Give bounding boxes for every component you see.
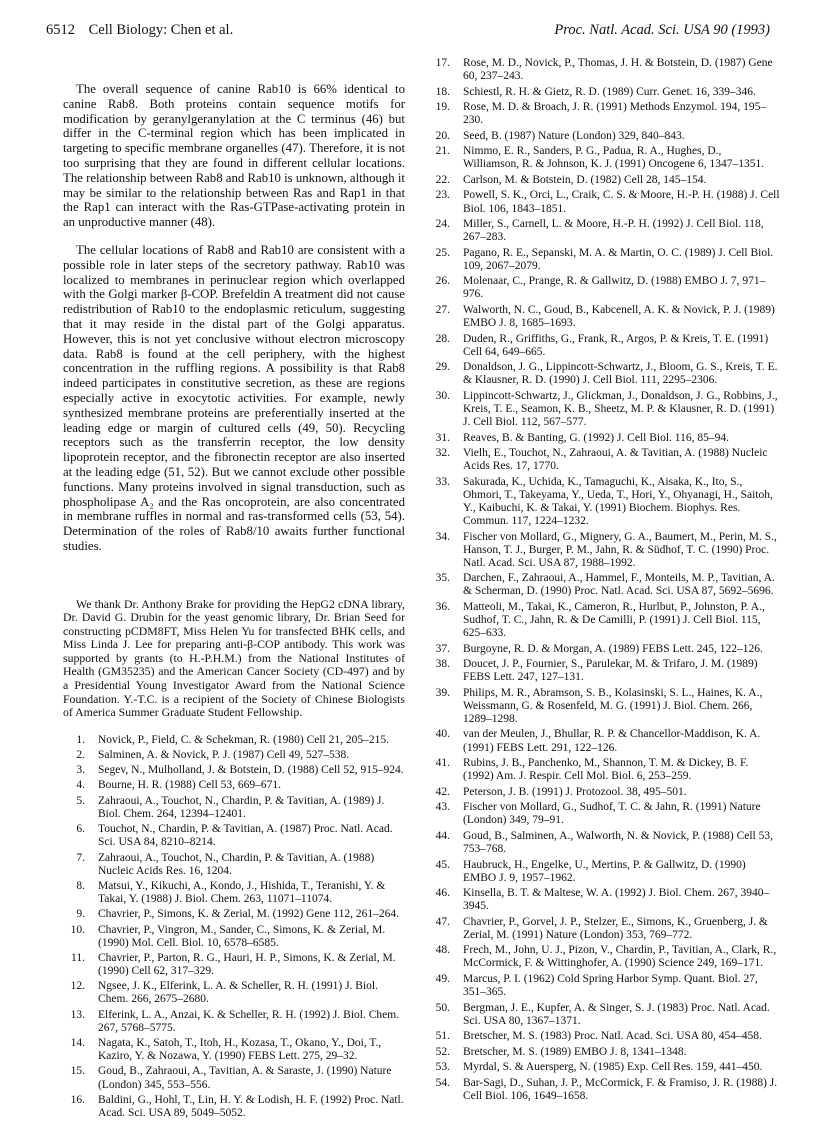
reference-number: 47. [435,915,450,928]
reference-text: van der Meulen, J., Bhullar, R. P. & Chancellor-Maddison, K. A. (1991) FEBS Lett. 291, 122–126. [463,728,761,754]
reference-item [428,887,780,913]
reference-item [428,189,780,215]
reference-item [428,643,780,656]
reference-item [63,852,405,878]
reference-text: Duden, R., Griffiths, G., Frank, R., Argos, P. & Kreis, T. E. (1991) Cell 64, 649–665. [463,332,769,358]
reference-text: Chavrier, P., Vingron, M., Sander, C., Simons, K. & Zerial, M. (1990) Mol. Cell. Biol. 10, 6578–6585. [98,923,386,949]
reference-text: Sakurada, K., Uchida, K., Tamaguchi, K., Aisaka, K., Ito, S., Ohmori, T., Takeyama, Y., Ueda, T., Hori, Y., Ohyanagi, H., Saitoh, Y., Kaibuchi, K. & Takai, Y. (1991) Biochem. Biophys. Res. Commun. 117, 1224–1232. [463,475,773,527]
reference-text: Schiestl, R. H. & Gietz, R. D. (1989) Curr. Genet. 16, 339–346. [463,85,756,98]
body-paragraph-1: The overall sequence of canine Rab10 is 66% identical to canine Rab8. Both proteins contain sequence motifs for modification by geranylgeranylation at the C terminus (46) but differ in the C-terminal region which has been implicated in targeting to specific membrane organelles (47). Therefore, it is not too surprising that they are found in different cellular locations. The relationship between Rab8 and Rab10 is unknown, although it may be similar to the relationship between Ras and Rap1 in that the Rap1 can interact with the Ras-GTPase-activating protein in an unproductive manner (48). [63,82,405,230]
reference-item [428,218,780,244]
reference-item [63,795,405,821]
reference-item [428,304,780,330]
reference-item [428,973,780,999]
reference-text: Rose, M. D. & Broach, J. R. (1991) Methods Enzymol. 194, 195–230. [463,101,767,127]
reference-text: Pagano, R. E., Sepanski, M. A. & Martin, O. C. (1989) J. Cell Biol. 109, 2067–2079. [463,246,774,272]
reference-number: 23. [435,189,450,202]
reference-number: 34. [435,530,450,543]
acknowledgment: We thank Dr. Anthony Brake for providing the HepG2 cDNA library, Dr. David G. Drubin for the yeast genomic library, Dr. Brian Seed for constructing pCDM8FT, Miss Helen Yu for transfected BHK cells, and Miss Linda J. Lee for preparing anti-β-COP antibody. This work was supported by grants (to H.-P.H.M.) from the National Institutes of Health (GM35235) and the American Cancer Society (CD-497) and by a Presidential Young Investigator Award from the National Science Foundation. Y.-T.C. is a recipient of the Society of Chinese Biologists of America Summer Graduate Student Fellowship. [63,596,405,720]
reference-list-right [428,57,780,1103]
reference-item [428,944,780,970]
reference-text: Seed, B. (1987) Nature (London) 329, 840–843. [463,129,685,142]
reference-number: 43. [435,801,450,814]
reference-text: Marcus, P. I. (1962) Cold Spring Harbor Symp. Quant. Biol. 27, 351–365. [463,973,758,999]
reference-item [428,786,780,799]
reference-text: Reaves, B. & Banting, G. (1992) J. Cell Biol. 116, 85–94. [463,431,729,444]
reference-text: Darchen, F., Zahraoui, A., Hammel, F., Monteils, M. P., Tavitian, A. & Scherman, D. (1990) Proc. Natl. Acad. Sci. USA 87, 5692–5696. [463,572,775,598]
reference-item [63,952,405,978]
reference-item [428,801,780,827]
left-column [63,82,405,1122]
right-column [428,57,780,1105]
reference-text: Nagata, K., Satoh, T., Itoh, H., Kozasa, T., Okano, Y., Doi, T., Kaziro, Y. & Nozawa, Y. (1990) FEBS Lett. 275, 29–32. [98,1037,382,1063]
reference-number: 41. [435,757,450,770]
reference-item [428,361,780,387]
reference-item [428,432,780,445]
reference-number: 30. [435,389,450,402]
reference-item [428,1030,780,1043]
reference-text: Ngsee, J. K., Elferink, L. A. & Scheller, R. H. (1991) J. Biol. Chem. 266, 2675–2680. [98,980,378,1006]
reference-text: Elferink, L. A., Anzai, K. & Scheller, R. H. (1992) J. Biol. Chem. 267, 5768–5775. [98,1008,400,1034]
reference-text: Chavrier, P., Gorvel, J. P., Stelzer, E., Simons, K., Gruenberg, J. & Zerial, M. (1991) Nature (London) 353, 769–772. [463,915,768,941]
reference-number: 36. [435,600,450,613]
reference-number: 5. [76,794,85,807]
header-left [46,22,233,39]
reference-text: Goud, B., Salminen, A., Walworth, N. & Novick, P. (1988) Cell 53, 753–768. [463,829,773,855]
reference-item [428,86,780,99]
reference-number: 19. [435,101,450,114]
reference-number: 48. [435,944,450,957]
reference-text: Vielh, E., Touchot, N., Zahraoui, A. & Tavitian, A. (1988) Nucleic Acids Res. 17, 1770. [463,447,768,473]
reference-text: Bergman, J. E., Kupfer, A. & Singer, S. J. (1983) Proc. Natl. Acad. Sci. USA 80, 1367–1371. [463,1001,770,1027]
reference-number: 46. [435,887,450,900]
reference-number: 2. [76,748,85,761]
reference-item [428,601,780,640]
reference-number: 16. [70,1093,85,1106]
reference-text: Matteoli, M., Takai, K., Cameron, R., Hurlbut, P., Johnston, P. A., Sudhof, T. C., Jahn, R. & De Camilli, P. (1991) J. Cell Biol. 115, 625–633. [463,600,765,640]
reference-text: Frech, M., John, U. J., Pizon, V., Chardin, P., Tavitian, A., Clark, R., McCormick, F. & Wittinghofer, A. (1990) Science 249, 169–171. [463,944,777,970]
reference-number: 51. [435,1030,450,1043]
reference-item [428,130,780,143]
reference-text: Rubins, J. B., Panchenko, M., Shannon, T. M. & Dickey, B. F. (1992) Am. J. Respir. Cell Mol. Biol. 6, 253–259. [463,757,749,783]
reference-item [428,830,780,856]
reference-item [428,145,780,171]
reference-text: Philips, M. R., Abramson, S. B., Kolasinski, S. L., Haines, K. A., Weissmann, G. & Rosenfeld, M. G. (1991) J. Biol. Chem. 266, 1289–1298. [463,686,763,725]
reference-item [63,779,405,792]
reference-item [428,57,780,83]
reference-item [428,390,780,429]
reference-item [63,823,405,849]
reference-text: Rose, M. D., Novick, P., Thomas, J. H. & Botstein, D. (1987) Gene 60, 237–243. [463,57,773,83]
reference-number: 26. [435,275,450,288]
reference-text: Burgoyne, R. D. & Morgan, A. (1989) FEBS Lett. 245, 122–126. [463,642,763,655]
reference-number: 35. [435,572,450,585]
reference-text: Segev, N., Mulholland, J. & Botstein, D. (1988) Cell 52, 915–924. [98,764,404,777]
reference-number: 39. [435,686,450,699]
reference-text: Chavrier, P., Parton, R. G., Hauri, H. P., Simons, K. & Zerial, M. (1990) Cell 62, 317–329. [98,951,396,977]
reference-text: Baldini, G., Hohl, T., Lin, H. Y. & Lodish, H. F. (1992) Proc. Natl. Acad. Sci. USA 89, 5049–5052. [98,1093,404,1119]
reference-number: 20. [435,129,450,142]
reference-item [63,764,405,777]
reference-item [428,859,780,885]
reference-number: 1. [76,733,85,746]
page-number: 6512 [46,22,75,38]
reference-number: 31. [435,431,450,444]
reference-number: 32. [435,447,450,460]
page-header [46,22,770,44]
reference-number: 44. [435,829,450,842]
reference-text: Bar-Sagi, D., Suhan, J. P., McCormick, F. & Framiso, J. R. (1988) J. Cell Biol. 106, 1649–1658. [463,1076,778,1102]
reference-number: 33. [435,475,450,488]
reference-item [63,908,405,921]
journal-citation: Proc. Natl. Acad. Sci. USA 90 (1993) [554,22,770,38]
reference-item [428,1077,780,1103]
reference-text: Donaldson, J. G., Lippincott-Schwartz, J., Bloom, G. S., Kreis, T. E. & Klausner, R. D. (1990) J. Cell Biol. 111, 2295–2306. [463,361,778,387]
reference-number: 10. [70,923,85,936]
reference-number: 6. [76,823,85,836]
reference-item [428,728,780,754]
reference-text: Nimmo, E. R., Sanders, P. G., Padua, R. A., Hughes, D., Williamson, R. & Johnson, K. J. (1991) Oncogene 6, 1347–1351. [463,145,765,171]
reference-number: 18. [435,85,450,98]
reference-item [63,749,405,762]
reference-text: Zahraoui, A., Touchot, N., Chardin, P. & Tavitian, A. (1988) Nucleic Acids Res. 16, 1204. [98,851,375,877]
reference-item [63,924,405,950]
reference-number: 14. [70,1037,85,1050]
reference-item [428,531,780,570]
reference-text: Doucet, J. P., Fournier, S., Parulekar, M. & Trifaro, J. M. (1989) FEBS Lett. 247, 127–131. [463,658,758,684]
reference-item [428,687,780,726]
reference-item [428,174,780,187]
reference-number: 54. [435,1076,450,1089]
reference-number: 4. [76,779,85,792]
reference-text: Bourne, H. R. (1988) Cell 53, 669–671. [98,779,282,792]
reference-number: 40. [435,728,450,741]
reference-text: Haubruck, H., Engelke, U., Mertins, P. & Gallwitz, D. (1990) EMBO J. 9, 1957–1962. [463,858,746,884]
reference-item [428,275,780,301]
reference-text: Chavrier, P., Simons, K. & Zerial, M. (1992) Gene 112, 261–264. [98,908,399,921]
reference-item [428,1046,780,1059]
reference-number: 17. [435,57,450,69]
reference-text: Walworth, N. C., Goud, B., Kabcenell, A. K. & Novick, P. J. (1989) EMBO J. 8, 1685–1693. [463,303,775,330]
reference-number: 12. [70,980,85,993]
running-title: Cell Biology: Chen et al. [88,22,234,38]
reference-item [428,333,780,359]
reference-text: Lippincott-Schwartz, J., Glickman, J., Donaldson, J. G., Robbins, J., Kreis, T. E., Seamon, K. B., Sheetz, M. P. & Klausner, R. D. (1991) J. Cell Biol. 112, 567–577. [463,389,778,429]
reference-text: Fischer von Mollard, G., Mignery, G. A., Baumert, M., Perin, M. S., Hanson, T. J., Burger, P. M., Jahn, R. & Südhof, T. C. (1990) Proc. Natl. Acad. Sci. USA 87, 1988–1992. [463,530,777,569]
reference-text: Bretscher, M. S. (1989) EMBO J. 8, 1341–1348. [463,1045,687,1058]
reference-number: 22. [435,173,450,186]
reference-text: Miller, S., Carnell, L. & Moore, H.-P. H. (1992) J. Cell Biol. 118, 267–283. [463,218,764,244]
reference-text: Zahraoui, A., Touchot, N., Chardin, P. & Tavitian, A. (1989) J. Biol. Chem. 264, 12394–12401. [98,794,385,820]
reference-text: Salminen, A. & Novick, P. J. (1987) Cell 49, 527–538. [98,748,350,761]
reference-item [428,658,780,684]
reference-text: Peterson, J. B. (1991) J. Protozool. 38, 495–501. [463,785,687,798]
reference-number: 21. [435,145,450,158]
reference-number: 3. [76,764,85,777]
reference-text: Touchot, N., Chardin, P. & Tavitian, A. (1987) Proc. Natl. Acad. Sci. USA 84, 8210–8214. [98,823,393,849]
reference-text: Molenaar, C., Prange, R. & Gallwitz, D. (1988) EMBO J. 7, 971–976. [463,275,766,301]
reference-number: 13. [70,1008,85,1021]
reference-number: 29. [435,361,450,374]
reference-text: Powell, S. K., Orci, L., Craik, C. S. & Moore, H.-P. H. (1988) J. Cell Biol. 106, 1843–1851. [463,189,780,215]
reference-number: 9. [76,908,85,921]
reference-item [428,1002,780,1028]
reference-item [63,880,405,906]
reference-item [63,1037,405,1063]
reference-item [428,247,780,273]
reference-number: 45. [435,858,450,871]
reference-item [63,1009,405,1035]
reference-item [428,447,780,473]
reference-number: 49. [435,973,450,985]
reference-number: 25. [435,246,450,259]
reference-number: 27. [435,303,450,316]
reference-number: 50. [435,1001,450,1014]
reference-item [63,980,405,1006]
reference-text: Kinsella, B. T. & Maltese, W. A. (1992) J. Biol. Chem. 267, 3940–3945. [463,887,770,913]
reference-item [428,1061,780,1074]
reference-number: 53. [435,1061,450,1074]
reference-text: Myrdal, S. & Auersperg, N. (1985) Exp. Cell Res. 159, 441–450. [463,1061,763,1074]
reference-text: Fischer von Mollard, G., Sudhof, T. C. & Jahn, R. (1991) Nature (London) 349, 79–91. [463,801,761,827]
reference-number: 11. [71,951,85,964]
reference-number: 38. [435,658,450,671]
reference-item [63,734,405,747]
reference-number: 28. [435,332,450,345]
reference-number: 24. [435,218,450,231]
reference-item [63,1094,405,1120]
body-paragraph-2: The cellular locations of Rab8 and Rab10 are consistent with a possible role in later steps of the secretory pathway. Rab10 was localized to membranes in perinuclear region which overlapped with the Golgi marker β-COP. Brefeldin A treatment did not cause redistribution of Rab10 to the endoplasmic reticulum, suggesting that it may reside in the distal part of the Golgi apparatus. However, this is not yet conclusive without electron microscopy data. Rab8 is found at the cell periphery, with the highest concentration in the ruffling regions. A possibility is that Rab8 indeed participates in constitutive secretion, as these are regions especially active in exocytotic activities. For example, newly synthesized membrane proteins are preferentially inserted at the leading edge or margin of cultured cells (49, 50). Recycling receptors such as the transferrin receptor, the low density lipoprotein receptor, and the fibronectin receptor are also inserted at the leading edge (51, 52). But we cannot exclude other possible functions. Many proteins involved in signal transduction, such as phospholipase A₂ and the Ras oncoprotein, are also concentrated in membrane ruffles in normal and ras-transformed cells (53, 54). Determination of the roles of Rab8/10 awaits further functional studies. [63,242,405,553]
reference-text: Goud, B., Zahraoui, A., Tavitian, A. & Saraste, J. (1990) Nature (London) 345, 553–556. [98,1065,392,1091]
reference-number: 15. [70,1065,85,1078]
reference-item [428,476,780,528]
reference-number: 8. [76,879,85,892]
reference-number: 37. [435,642,450,655]
reference-number: 42. [435,785,450,798]
reference-text: Bretscher, M. S. (1983) Proc. Natl. Acad. Sci. USA 80, 454–458. [463,1030,762,1043]
reference-number: 52. [435,1045,450,1058]
reference-item [428,757,780,783]
reference-item [63,1065,405,1091]
reference-item [428,916,780,942]
reference-list-left [63,734,405,1120]
reference-text: Novick, P., Field, C. & Schekman, R. (1980) Cell 21, 205–215. [98,733,390,746]
reference-item [428,101,780,127]
reference-text: Carlson, M. & Botstein, D. (1982) Cell 28, 145–154. [463,173,707,186]
reference-text: Matsui, Y., Kikuchi, A., Kondo, J., Hishida, T., Teranishi, Y. & Takai, Y. (1988) J. Biol. Chem. 263, 11071–11074. [98,879,386,905]
reference-number: 7. [76,851,85,864]
reference-item [428,572,780,598]
